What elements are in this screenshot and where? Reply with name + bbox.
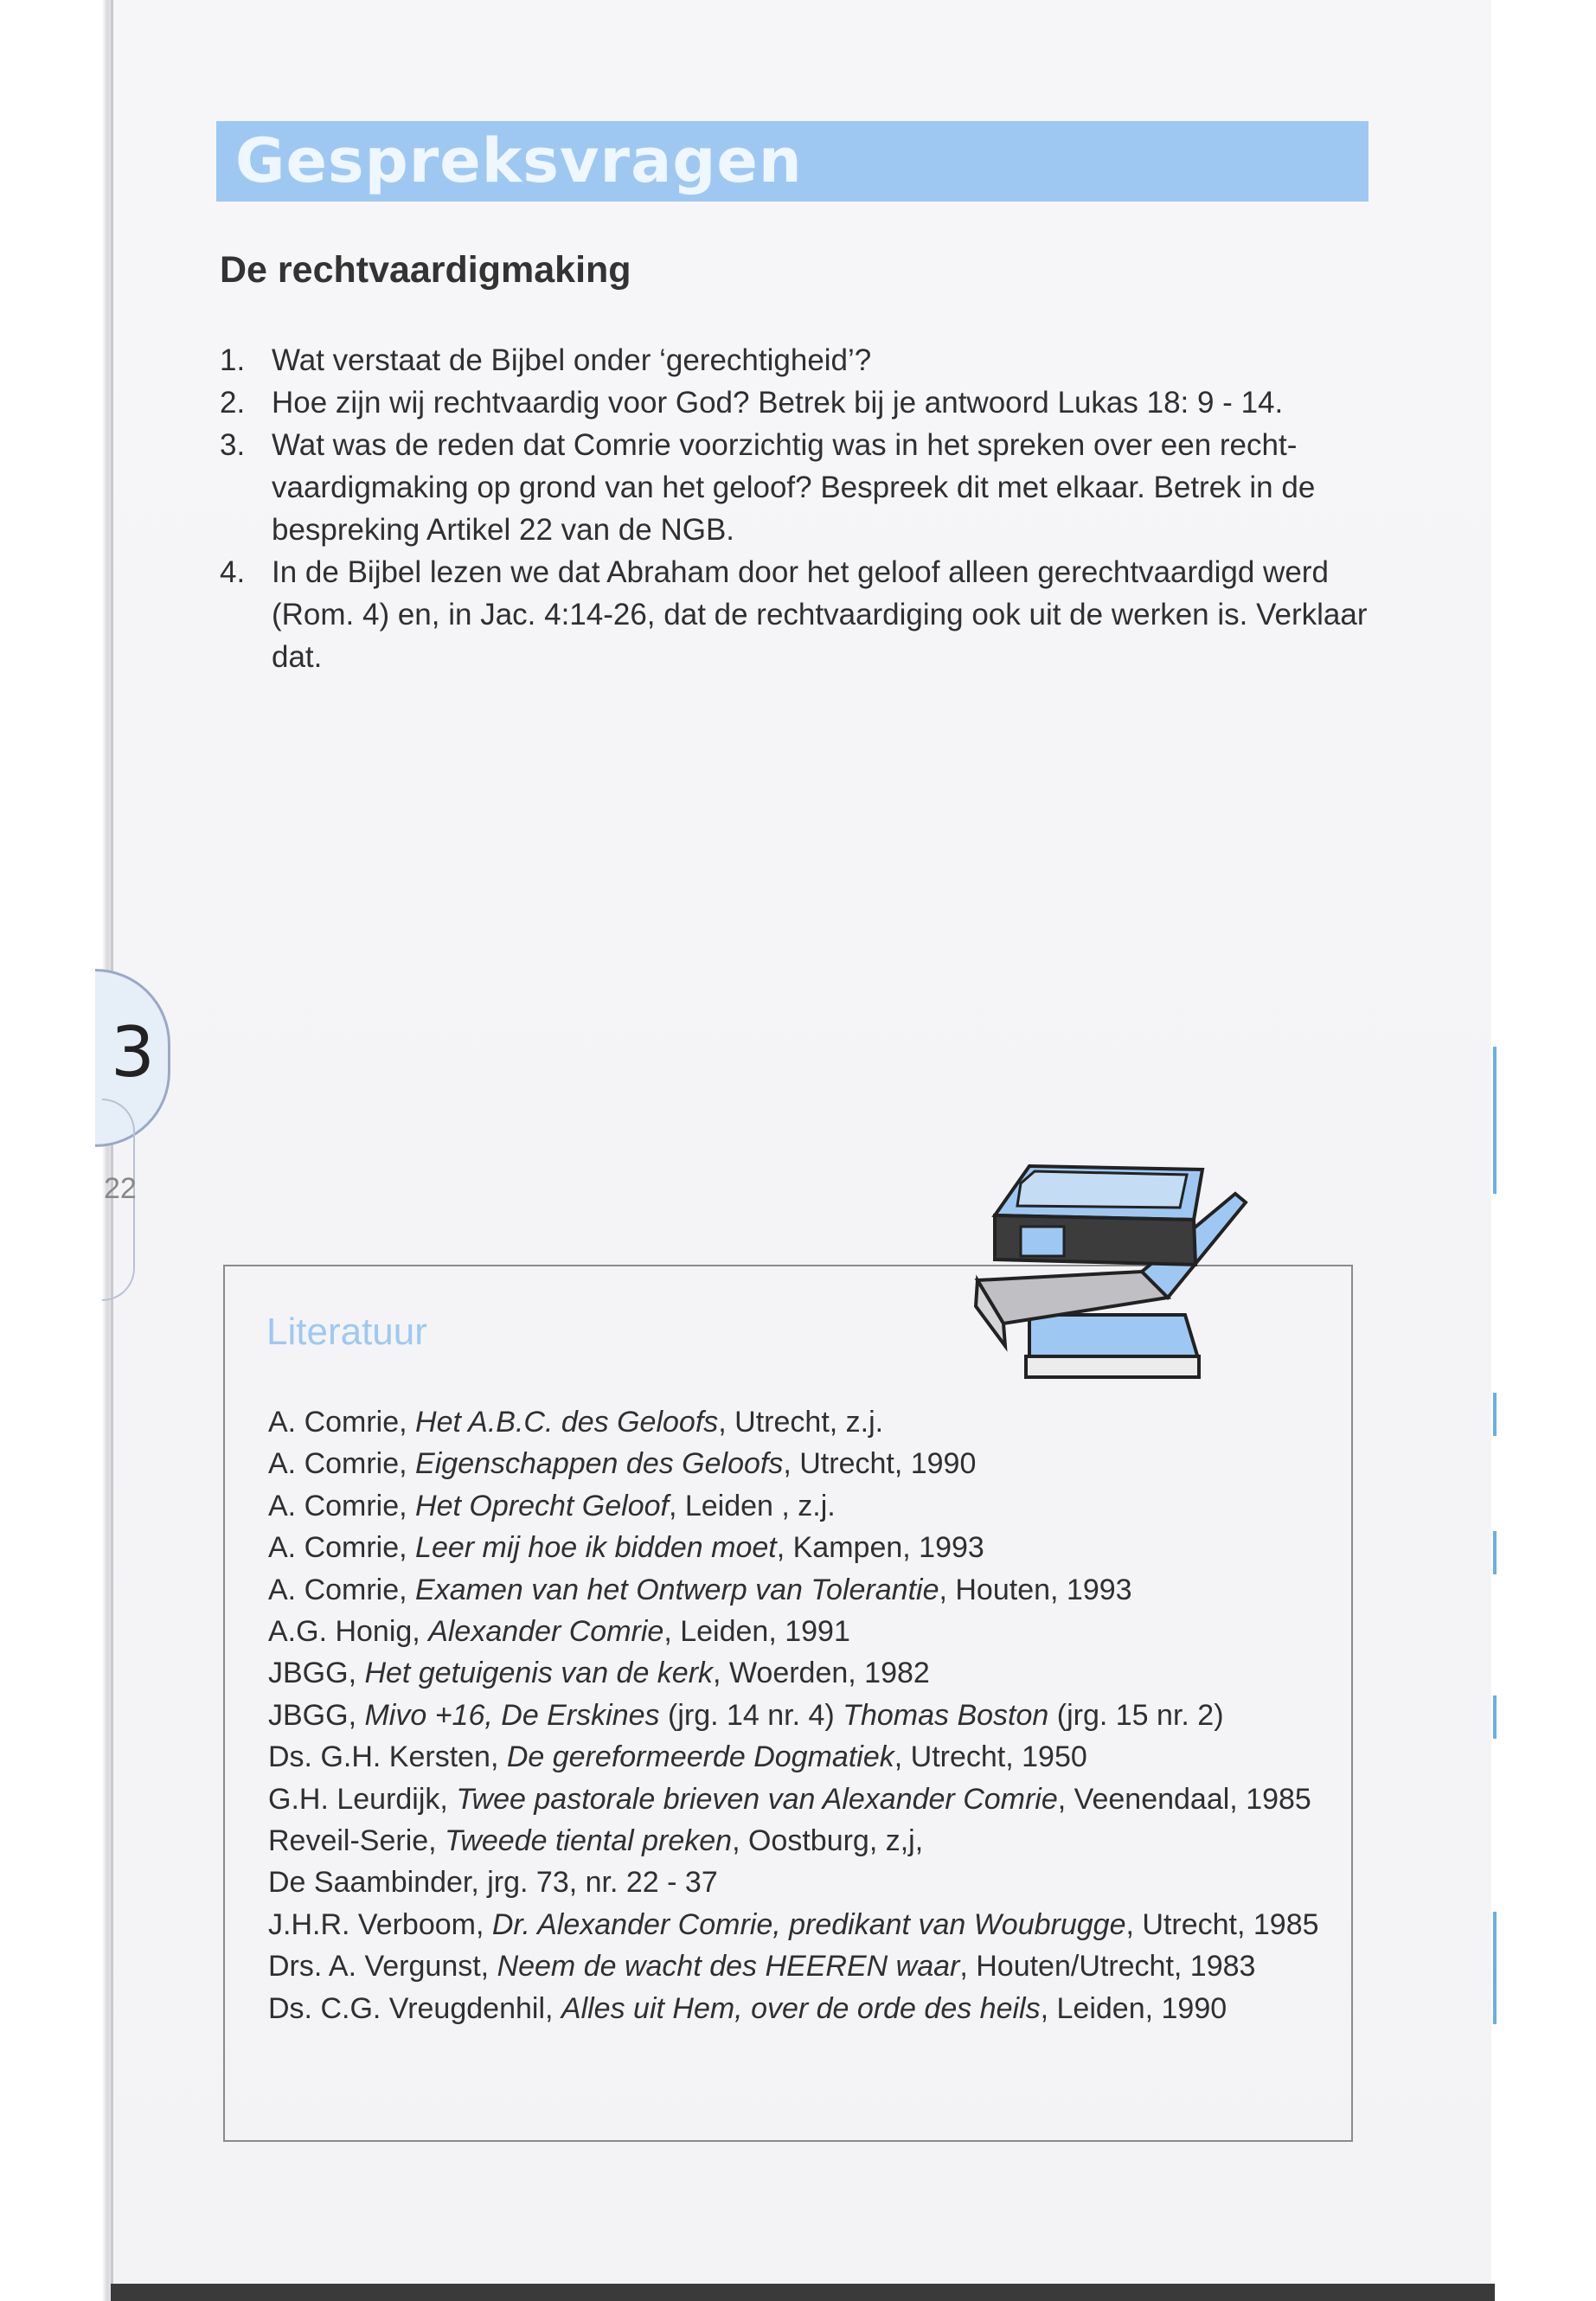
question-number: 2. — [220, 386, 246, 420]
reference-text: J.H.R. Verboom, — [268, 1907, 492, 1941]
reference-text: , Oostburg, z,j, — [732, 1824, 924, 1858]
reference-text: Drs. A. Vergunst, — [268, 1950, 497, 1984]
reference-text: A. Comrie, — [268, 1531, 416, 1565]
header-band — [216, 121, 1368, 202]
reference-list — [268, 1401, 1332, 2029]
reference-title: Mivo +16, De Erskines — [364, 1698, 660, 1732]
reference-text: , Utrecht, 1985 — [1125, 1907, 1319, 1941]
reference-title: Eigenschappen des Geloofs — [415, 1447, 784, 1481]
question-text: In de Bijbel lezen we dat Abraham door het geloof alleen gerechtvaardigd werd (Rom. 4) en, in Jac. 4:14-26, dat de rechtvaardiging ook uit de werken is. Verklaar dat. — [272, 555, 1368, 674]
reference-item — [268, 1695, 1332, 1736]
reference-item — [268, 1443, 1332, 1484]
section-subtitle: De rechtvaardigmaking — [220, 249, 631, 291]
question-text: Wat was de reden dat Comrie voorzichtig was in het spreken over een recht-vaardigmaking op grond van het geloof? Bespreek dit met elkaar. Betrek in de bespreking Artikel 22 van de NGB. — [272, 428, 1316, 547]
reference-item — [268, 1820, 1332, 1862]
reference-item — [268, 1485, 1332, 1527]
reference-title: Dr. Alexander Comrie, predikant van Woubrugge — [491, 1907, 1126, 1941]
reference-text: , Woerden, 1982 — [713, 1657, 930, 1690]
reference-text: De Saambinder, jrg. 73, nr. 22 - 37 — [268, 1866, 718, 1900]
reference-text: , Houten/Utrecht, 1983 — [959, 1950, 1256, 1984]
reference-text: A. Comrie, — [268, 1447, 416, 1481]
edge-marker — [1493, 1695, 1497, 1739]
question-item — [220, 381, 1379, 424]
reference-item — [268, 1569, 1332, 1611]
page-title: Gespreksvragen — [235, 125, 803, 196]
question-text: Hoe zijn wij rechtvaardig voor God? Betrek bij je antwoord Lukas 18: 9 - 14. — [272, 386, 1284, 420]
reference-title: Leer mij hoe ik bidden moet — [415, 1531, 777, 1565]
question-item — [220, 551, 1379, 678]
reference-text: , Utrecht, 1990 — [783, 1447, 977, 1481]
reference-text: A.G. Honig, — [268, 1615, 429, 1649]
reference-title: Het A.B.C. des Geloofs — [415, 1406, 719, 1439]
reference-text: A. Comrie, — [268, 1406, 416, 1439]
reference-title: Alles uit Hem, over de orde des heils — [561, 1991, 1041, 2025]
reference-text: A. Comrie, — [268, 1489, 416, 1522]
reference-text: , Kampen, 1993 — [776, 1531, 984, 1565]
reference-item — [268, 1611, 1332, 1652]
reference-text: Reveil-Serie, — [268, 1824, 445, 1858]
reference-text: , Leiden , z.j. — [668, 1489, 836, 1522]
question-item — [220, 339, 1379, 381]
reference-title: Thomas Boston — [843, 1698, 1049, 1732]
books-icon — [969, 1150, 1254, 1384]
bottom-page-edge — [111, 2284, 1495, 2301]
reference-text: , Leiden, 1990 — [1040, 1991, 1227, 2025]
reference-title: Twee pastorale brieven van Alexander Comrie — [456, 1782, 1058, 1816]
reference-text: (jrg. 14 nr. 4) — [659, 1698, 843, 1732]
reference-title: Het Oprecht Geloof — [415, 1489, 669, 1522]
reference-text: JBGG, — [268, 1657, 365, 1690]
reference-text: , Leiden, 1991 — [663, 1615, 850, 1649]
question-number: 1. — [220, 343, 246, 377]
chapter-number-secondary: 22 — [104, 1172, 137, 1205]
question-text: Wat verstaat de Bijbel onder ‘gerechtigheid’? — [272, 343, 872, 377]
question-number: 3. — [220, 428, 246, 462]
reference-item — [268, 1945, 1332, 1987]
reference-text: A. Comrie, — [268, 1573, 416, 1606]
reference-item — [268, 1736, 1332, 1778]
edge-marker — [1493, 1912, 1497, 2024]
reference-text: G.H. Leurdijk, — [268, 1782, 457, 1816]
reference-text: , Utrecht, z.j. — [718, 1406, 884, 1439]
question-item — [220, 424, 1379, 551]
edge-marker — [1493, 1393, 1497, 1436]
reference-text: (jrg. 15 nr. 2) — [1048, 1698, 1224, 1732]
reference-title: Neem de wacht des HEEREN waar — [497, 1950, 960, 1984]
reference-text: Ds. G.H. Kersten, — [268, 1740, 507, 1774]
reference-text: , Utrecht, 1950 — [894, 1740, 1087, 1774]
reference-item — [268, 1904, 1332, 1945]
reference-title: Het getuigenis van de kerk — [364, 1657, 714, 1690]
reference-item — [268, 1401, 1332, 1443]
reference-text: , Veenendaal, 1985 — [1057, 1782, 1311, 1816]
right-page-edge — [1491, 0, 1596, 2301]
left-page-edge — [0, 0, 112, 2301]
chapter-number: 3 — [111, 1012, 155, 1093]
reference-title: De gereformeerde Dogmatiek — [506, 1740, 894, 1774]
reference-text: JBGG, — [268, 1698, 365, 1732]
edge-marker — [1493, 1531, 1497, 1574]
question-list — [220, 339, 1379, 678]
edge-marker — [1493, 1047, 1497, 1194]
reference-title: Tweede tiental preken — [445, 1824, 733, 1858]
reference-item — [268, 1652, 1332, 1694]
reference-item — [268, 1779, 1332, 1820]
question-number: 4. — [220, 555, 246, 589]
reference-item — [268, 1862, 1332, 1903]
literature-title: Literatuur — [266, 1311, 427, 1353]
reference-text: Ds. C.G. Vreugdenhil, — [268, 1991, 561, 2025]
reference-item — [268, 1527, 1332, 1568]
reference-title: Alexander Comrie — [428, 1615, 664, 1649]
reference-item — [268, 1988, 1332, 2029]
reference-text: , Houten, 1993 — [939, 1573, 1132, 1606]
reference-title: Examen van het Ontwerp van Tolerantie — [415, 1573, 939, 1606]
